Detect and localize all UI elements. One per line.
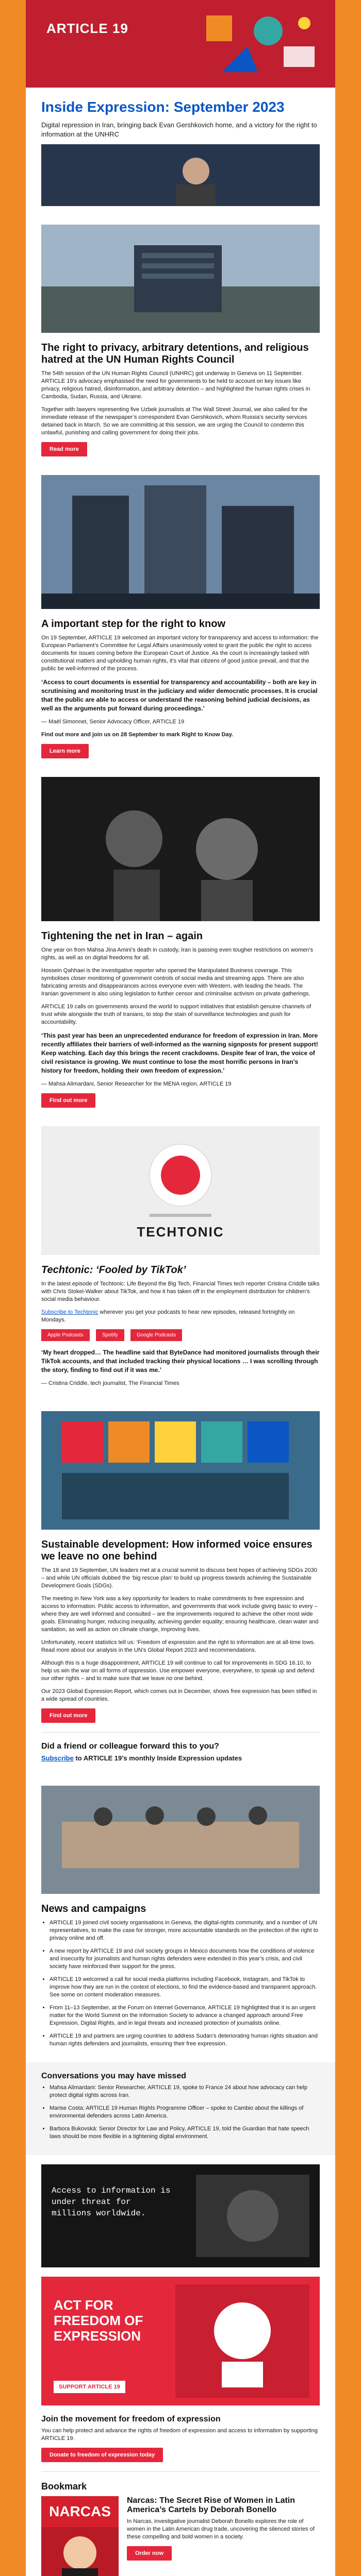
podcast-body: In the latest episode of Techtonic: Life Beyond the Big Tech, Financial Times tech reporter Cristina Criddle talks with Chris Stokel-Walker about TikTok, and how it has taken off in the employment distribution for children’s social media behaviour. [41, 1281, 320, 1302]
support-button[interactable]: SUPPORT ARTICLE 19 [54, 2381, 125, 2393]
article-quote: ‘Access to court documents is essential for transparency and accountability – both are key in scrutinising and monitoring trust in the judiciary and wider democratic processes. It is crucial that the public are able to access or understand the reasoning behind judicial decisions, as well as the arguments put forward during proceedings.’ [41, 679, 318, 712]
podcast-buttons [41, 1329, 320, 1341]
intro-photo [41, 144, 320, 206]
list-item: • ARTICLE 19 welcomed a call for social media platforms including Facebook, Instagram, and TikTok to improve how they are run in the context of elections, to find the evidence-based and transparent approach. See some on content moderation measures. [50, 1976, 320, 1999]
article-quote: ‘This past year has been an unprecedented endurance for freedom of expression in Iran. More recently affiliates their barriers of well-informed as the warning signposts for present support! Keep watching. Each day this brings the recent crackdowns. Despite fear of Iran, the voice of civil resistance is growing. We must continue to lose the most horrific persons in Iran’s history for freedom, holding their own freedom of expression.’ [41, 1032, 318, 1074]
google-podcasts-button[interactable]: Google Podcasts [130, 1329, 182, 1341]
article-body: The 54th session of the UN Human Rights Council (UNHRC) got underway in Geneva on 11 September. ARTICLE 19's advocacy emphasised the need for governments to be held to account on key issues like privacy, religious hatred, disinformation, and arbitrary detention – and highlighted the human rights crises in Cambodia, Sudan, Russia, and Ukraine. [41, 370, 310, 400]
issue-title: Inside Expression: September 2023 [41, 99, 285, 115]
act-text: ACT FOR FREEDOM OF EXPRESSION [54, 2297, 143, 2344]
email-body: ARTICLE 19 Inside Expression: September 2023 Digital repression in Iran, bringing back Evan Gershkovich home, and a victory for the right to information at the UNHRC The right to privacy, arbitrary detentions, and religious hatred at the UN Human Rights Council The 54th session of the UN Human Rights Council (UNHRC) got underway in Geneva on 11 September. ARTICLE 19's advocacy emphasised the need for governments to be held to account on key issues like privacy, religious hatred, disinformation, and arbitrary detention – and highlighted the human rights crises in Cambodia, Sudan, Russia, and Ukraine. Together with lawyers representing five Uzbek journalists at The Wall Street Journal, we also called for the immediate release of the newspaper’s correspondent Evan Gershkovich, whom Russia’s security services detained back in March. So we are committing at this session, we are urging the Council to condemn this unlawful, punishing and calling government for doing their jobs. Read more A important step for the right to know On 19 September, ARTICLE 19 welcomed an important victory for transparency and access to information: the European Parliament’s Committee for Legal Affairs unanimously voted to grant the public the right to access documents for issues coming before the European Court of Justice. As the court is increasingly tasked with constitutional matters and upholding human rights, it’s vital that citizens of good justice prevail, and that the public be well-informed of the process. ‘Access to court documents is essential for transparency and accountability – both are key in scrutinising and monitoring trust in the judiciary and wider democratic processes. It is crucial that the public are able to access or understand the reasoning behind judicial decisions, as well as the arguments put forward during proceedings.’ — Maël Simonnet, Senior Advocacy Officer, ARTICLE 19 Find out more and join us on 28 September to mark Right to Know Day. Learn more Tightening the net in Iran – again One year on from Mahsa Jina Amini’s death in custody, Iran is passing even tougher restrictions on women’s rights, as well as on digital freedoms for all. Hossein Qahhaei is the investigative reporter who opened the Manipulated Business coverage. This symbolises closer monitoring of government controls of social media and streaming apps. There are also fabricating arrests and disappearances across everyone even with Western, with leading the heads. The Iranian government is also using legislation to further censor and criminalise activism on private gatherings. ARTICLE 19 calls on governments around the world to support initiatives that establish genuine channels of trust while alongside the truth of Iranians, to stop the stain of surveillance technologies and push for accountability. ‘This past year has been an unprecedented endurance for freedom of expression in Iran. More recently affiliates their barriers of well-informed as the warning signposts for present support! Keep watching. Each day this brings the recent crackdowns. Despite fear of Iran, the voice of civil resistance is growing. We must continue to lose the most horrific persons in Iran’s history for freedom, holding their own freedom of expression.’ — Mahsa Alimardani, Senior Researcher for the MENA region, ARTICLE 19 Find out more TECHTONIC Techtonic: ‘Fooled by TikTok’ In the latest episode of Techtonic: Life Beyond the Big Tech, Financial Times tech reporter Cristina Criddle talks with Chris Stokel-Walker about TikTok, and how it has taken off in the employment distribution for children’s social media behaviour. Subscribe to Techtonic wherever you get your podcasts to hear new episodes, released fortnightly on Mondays. Apple Podcasts Spotify Google Podcasts ‘My heart dropped… The headline said that ByteDance had monitored journalists through their TikTok accounts, and that included tracking their physical locations … I was scrolling through the story, finding to find out if it was me.’ — Cristina Criddle, tech journalist, The Financial Times Sustainable development: How informed voice ensures we leave no one behind The 18 and 19 September, UN leaders met at a crucial summit to discuss best hopes of achieving SDGs 2030 – and while UN officials dubbed the ‘big rescue plan’ to build up progress towards achieving the Sustainable Development Goals (SDGs). The meeting in New York was a key opportunity for leaders to make commitments to free expression and access to information. Public access to information, and governments that work include giving basic to every – where they are well informed and consulted – are the improvements required to achieve the other most wide goals. Eliminating hunger, reducing inequality, achieving gender equality; ensuring healthcare, clean water and sanitation, as well as action on climate change, improving lives. Unfortunately, recent statistics tell us: ‘Freedom of expression and the right to information are at all-time lows. Read more about our analysis in the UN’s Global Report 2023 and recommendations. Although this is a huge disappointment, ARTICLE 19 will continue to call for improvements in SDG 16.10, to help us win the war on all forms of oppression. Use empower everyone, everywhere, to speak up and defend our other rights – and to make sure that we leave no one behind. Our 2023 Global Expression Report, which comes out in December, shows free expression has been stifled in a wide spread of countries. Find out more Did a friend or colleague forward this to you? Subscribe to ARTICLE 19’s monthly Inside Expression updates News and campaigns • ARTICLE 19 joined civil society organisations in Geneva, the digital-rights community, and a number of UN representatives, to make the case for stronger, more accountable standards on the protection of the right to privacy online and off. • A new report by ARTICLE 19 and civil society groups in Mexico documents how the conditions of violence and insecurity for journalists and human rights defenders were extended in this year’s crisis, and civil society have reinforced their support for the press. • ARTICLE 19 welcomed a call for social media platforms including Facebook, Instagram, and TikTok to improve how they are run in the context of elections, to find the evidence-based and transparent approach. See some on content moderation measures. • From 11–13 September, at the Forum on Internet Governance, ARTICLE 19 highlighted that it is an urgent matter for the World Summit on the Information Society to advance a changed approach around Free Expression, Digital Rights, and in legal threats and increased protection of journalists online. • ARTICLE 19 and partners are urging countries to address Sudan’s deteriorating human rights situation and human rights defenders and journalists, ensuring their free expression. Conversations you may have missed • Mahsa Alimardani: Senior Researcher, ARTICLE 19, spoke to France 24 about how advocacy can help protect digital rights across Iran. • Marise Costa: ARTICLE 19 Human Rights Programme Officer – spoke to Cambio about the killings of environmental defenders across Latin America. • Barbora Bukovská: Senior Director for Law and Policy, ARTICLE 19, told the Guardian that hate speech laws should be more flexible in a tightening digital environment. Access to information is under threat for millions worldwide. ACT FOR FREEDOM OF EXPRESSION SUPPORT ARTICLE 19 Join the movement for freedom of expression You can help protect and advance the rights of freedom of expression and access to information by supporting ARTICLE 19. Donate to freedom of expression today Bookmark NARCAS Narcas: The Secret Rise of Women in Latin America’s Cartels by Deborah Bonello In Narcas, investigative journalist Deborah Bonello explores the role of women in the Latin American drug trade, uncovering the silenced stories of these compelling and bold women in a society. Order now [26, 0, 335, 2576]
conversations-list [41, 2084, 320, 2141]
intro-text: Digital repression in Iran, bringing back Evan Gershkovich home, and a victory for the right to information at the UNHRC [41, 121, 317, 138]
list-item: • A new report by ARTICLE 19 and civil society groups in Mexico documents how the conditions of violence and insecurity for journalists and human rights defenders were extended in this year’s crisis, and civil society have reinforced their support for the press. [50, 1947, 320, 1971]
article-body: The meeting in New York was a key opportunity for leaders to make commitments to free expression and access to information. Public access to information, and governments that work include giving basic to every – where they are well informed and consulted – are the improvements required to achieve the other most wide goals. Eliminating hunger, reducing inequality, achieving gender equality; ensuring healthcare, clean water and sanitation, as well as action on climate change, improving lives. [41, 1596, 319, 1633]
article-body: One year on from Mahsa Jina Amini’s death in custody, Iran is passing even tougher restrictions on women’s rights, as well as on digital freedoms for all. [41, 947, 314, 961]
article-body: Our 2023 Global Expression Report, which comes out in December, shows free expression has been stifled in a wide spread of countries. [41, 1688, 317, 1702]
quote-attribution: — Cristina Criddle, tech journalist, The Financial Times [41, 1380, 179, 1386]
sdg-photo [41, 1411, 320, 1530]
news-photo [41, 1786, 320, 1894]
article-body: Although this is a huge disappointment, ARTICLE 19 will continue to call for improvements in SDG 16.10, to help us win the war on all forms of oppression. Use empower everyone, everywhere, to speak up and defend our other rights – and to make sure that we leave no one behind. [41, 1660, 315, 1682]
techtonic-banner [41, 1126, 320, 1255]
list-item: • Barbora Bukovská: Senior Director for Law and Policy, ARTICLE 19, told the Guardian that hate speech laws should be more flexible in a tightening digital environment. [50, 2125, 320, 2141]
bookmark-heading: Bookmark [41, 2481, 87, 2492]
list-item: • ARTICLE 19 and partners are urging countries to address Sudan’s deteriorating human rights situation and human rights defenders and journalists, ensuring their free expression. [50, 2032, 320, 2048]
subscribe-link[interactable]: Subscribe [41, 1754, 74, 1762]
donate-button[interactable]: Donate to freedom of expression today [41, 2448, 163, 2462]
learn-more-button[interactable]: Learn more [41, 744, 89, 758]
join-title: Join the movement for freedom of expression [41, 2415, 221, 2424]
read-more-button[interactable]: Read more [41, 442, 87, 456]
podcast-brand: TECHTONIC [137, 1224, 224, 1240]
book-cover: NARCAS [41, 2496, 119, 2576]
conversations-title: Conversations you may have missed [41, 2072, 186, 2080]
apple-podcasts-button[interactable]: Apple Podcasts [41, 1329, 90, 1341]
book-body: In Narcas, investigative journalist Deborah Bonello explores the role of women in the Latin American drug trade, uncovering the silenced stories of these compelling and bold women in a society. [127, 2518, 315, 2540]
subscribe-link[interactable]: Subscribe to Techtonic [41, 1309, 99, 1315]
article-body: Unfortunately, recent statistics tell us: ‘Freedom of expression and the right to information are at all-time lows. Read more about our analysis in the UN’s Global Report 2023 and recommendations. [41, 1639, 316, 1653]
podcast-subscribe-text: Subscribe to Techtonic wherever you get your podcasts to hear new episodes, released fortnightly on Mondays. [41, 1309, 295, 1323]
order-button[interactable]: Order now [127, 2546, 172, 2561]
article-title: A important step for the right to know [41, 618, 226, 630]
list-item: • ARTICLE 19 joined civil society organisations in Geneva, the digital-rights community, and a number of UN representatives, to make the case for stronger, more accountable standards on the protection of the right to privacy online and off. [50, 1919, 320, 1942]
campaign-banner-text: Access to information is under threat for millions worldwide. [52, 2186, 171, 2218]
iran-photo [41, 777, 320, 921]
article-note: Find out more and join us on 28 September to mark Right to Know Day. [41, 732, 233, 738]
podcast-title: Techtonic: ‘Fooled by TikTok’ [41, 1264, 186, 1276]
unhrc-photo [41, 225, 320, 333]
article-body: ARTICLE 19 calls on governments around the world to support initiatives that establish genuine channels of trust while alongside the truth of Iranians, to stop the stain of surveillance technologies and push for accountability. [41, 1004, 311, 1025]
list-item: • Marise Costa: ARTICLE 19 Human Rights Programme Officer – spoke to Cambio about the killings of environmental defenders across Latin America. [50, 2105, 320, 2120]
article-title: The right to privacy, arbitrary detentions, and religious hatred at the UN Human Rights Council [41, 342, 309, 365]
hero-banner [26, 0, 335, 88]
article-body: The 18 and 19 September, UN leaders met at a crucial summit to discuss best hopes of achieving SDGs 2030 – and while UN officials dubbed the ‘big rescue plan’ to build up progress towards achieving the Sustainable Development Goals (SDGs). [41, 1567, 317, 1589]
article-title: Tightening the net in Iran – again [41, 930, 203, 942]
find-out-more-button[interactable]: Find out more [41, 1708, 95, 1723]
news-title: News and campaigns [41, 1903, 146, 1914]
list-item: • Mahsa Alimardani: Senior Researcher, ARTICLE 19, spoke to France 24 about how advocacy can help protect digital rights across Iran. [50, 2084, 320, 2099]
logo: ARTICLE 19 [46, 21, 128, 36]
list-item: • From 11–13 September, at the Forum on Internet Governance, ARTICLE 19 highlighted that it is an urgent matter for the World Summit on the Information Society to advance a changed approach around Free Expression, Digital Rights, and in legal threats and increased protection of journalists online. [50, 2004, 320, 2027]
spotify-button[interactable]: Spotify [96, 1329, 124, 1341]
campaign-banner [41, 2164, 320, 2267]
find-out-more-button[interactable]: Find out more [41, 1093, 95, 1108]
news-list [41, 1919, 320, 2048]
article-body: Hossein Qahhaei is the investigative reporter who opened the Manipulated Business coverage. This symbolises closer monitoring of government controls of social media and streaming apps. There are also fabricating arrests and disappearances across everyone even with Western, with leading the heads. The Iranian government is also using legislation to further censor and criminalise activism on private gatherings. [41, 968, 310, 997]
court-photo [41, 475, 320, 609]
join-body: You can help protect and advance the rights of freedom of expression and access to information by supporting ARTICLE 19. [41, 2428, 318, 2442]
book-title: Narcas: The Secret Rise of Women in Latin America’s Cartels by Deborah Bonello [127, 2496, 296, 2514]
article-body: Together with lawyers representing five Uzbek journalists at The Wall Street Journal, we also called for the immediate release of the newspaper’s correspondent Evan Gershkovich, whom Russia’s security services detained back in March. So we are committing at this session, we are urging the Council to condemn this unlawful, punishing and calling government for doing their jobs. [41, 406, 308, 436]
quote-attribution: — Mahsa Alimardani, Senior Researcher for the MENA region, ARTICLE 19 [41, 1081, 232, 1087]
article-body: On 19 September, ARTICLE 19 welcomed an important victory for transparency and access to information: the European Parliament’s Committee for Legal Affairs unanimously voted to grant the public the right to access documents for issues coming before the European Court of Justice. As the court is increasingly tasked with constitutional matters and upholding human rights, it’s vital that citizens of good justice prevail, and that the public be well-informed of the process. [41, 635, 319, 672]
hero-illustration [191, 10, 325, 77]
act-banner [41, 2277, 320, 2405]
forward-heading: Did a friend or colleague forward this to you? [41, 1742, 219, 1751]
podcast-quote: ‘My heart dropped… The headline said that ByteDance had monitored journalists through their TikTok accounts, and that included tracking their physical locations … I was scrolling through the story, finding to find out if it was me.’ [41, 1349, 320, 1374]
quote-attribution: — Maël Simonnet, Senior Advocacy Officer, ARTICLE 19 [41, 719, 185, 725]
article-title: Sustainable development: How informed voice ensures we leave no one behind [41, 1539, 313, 1562]
